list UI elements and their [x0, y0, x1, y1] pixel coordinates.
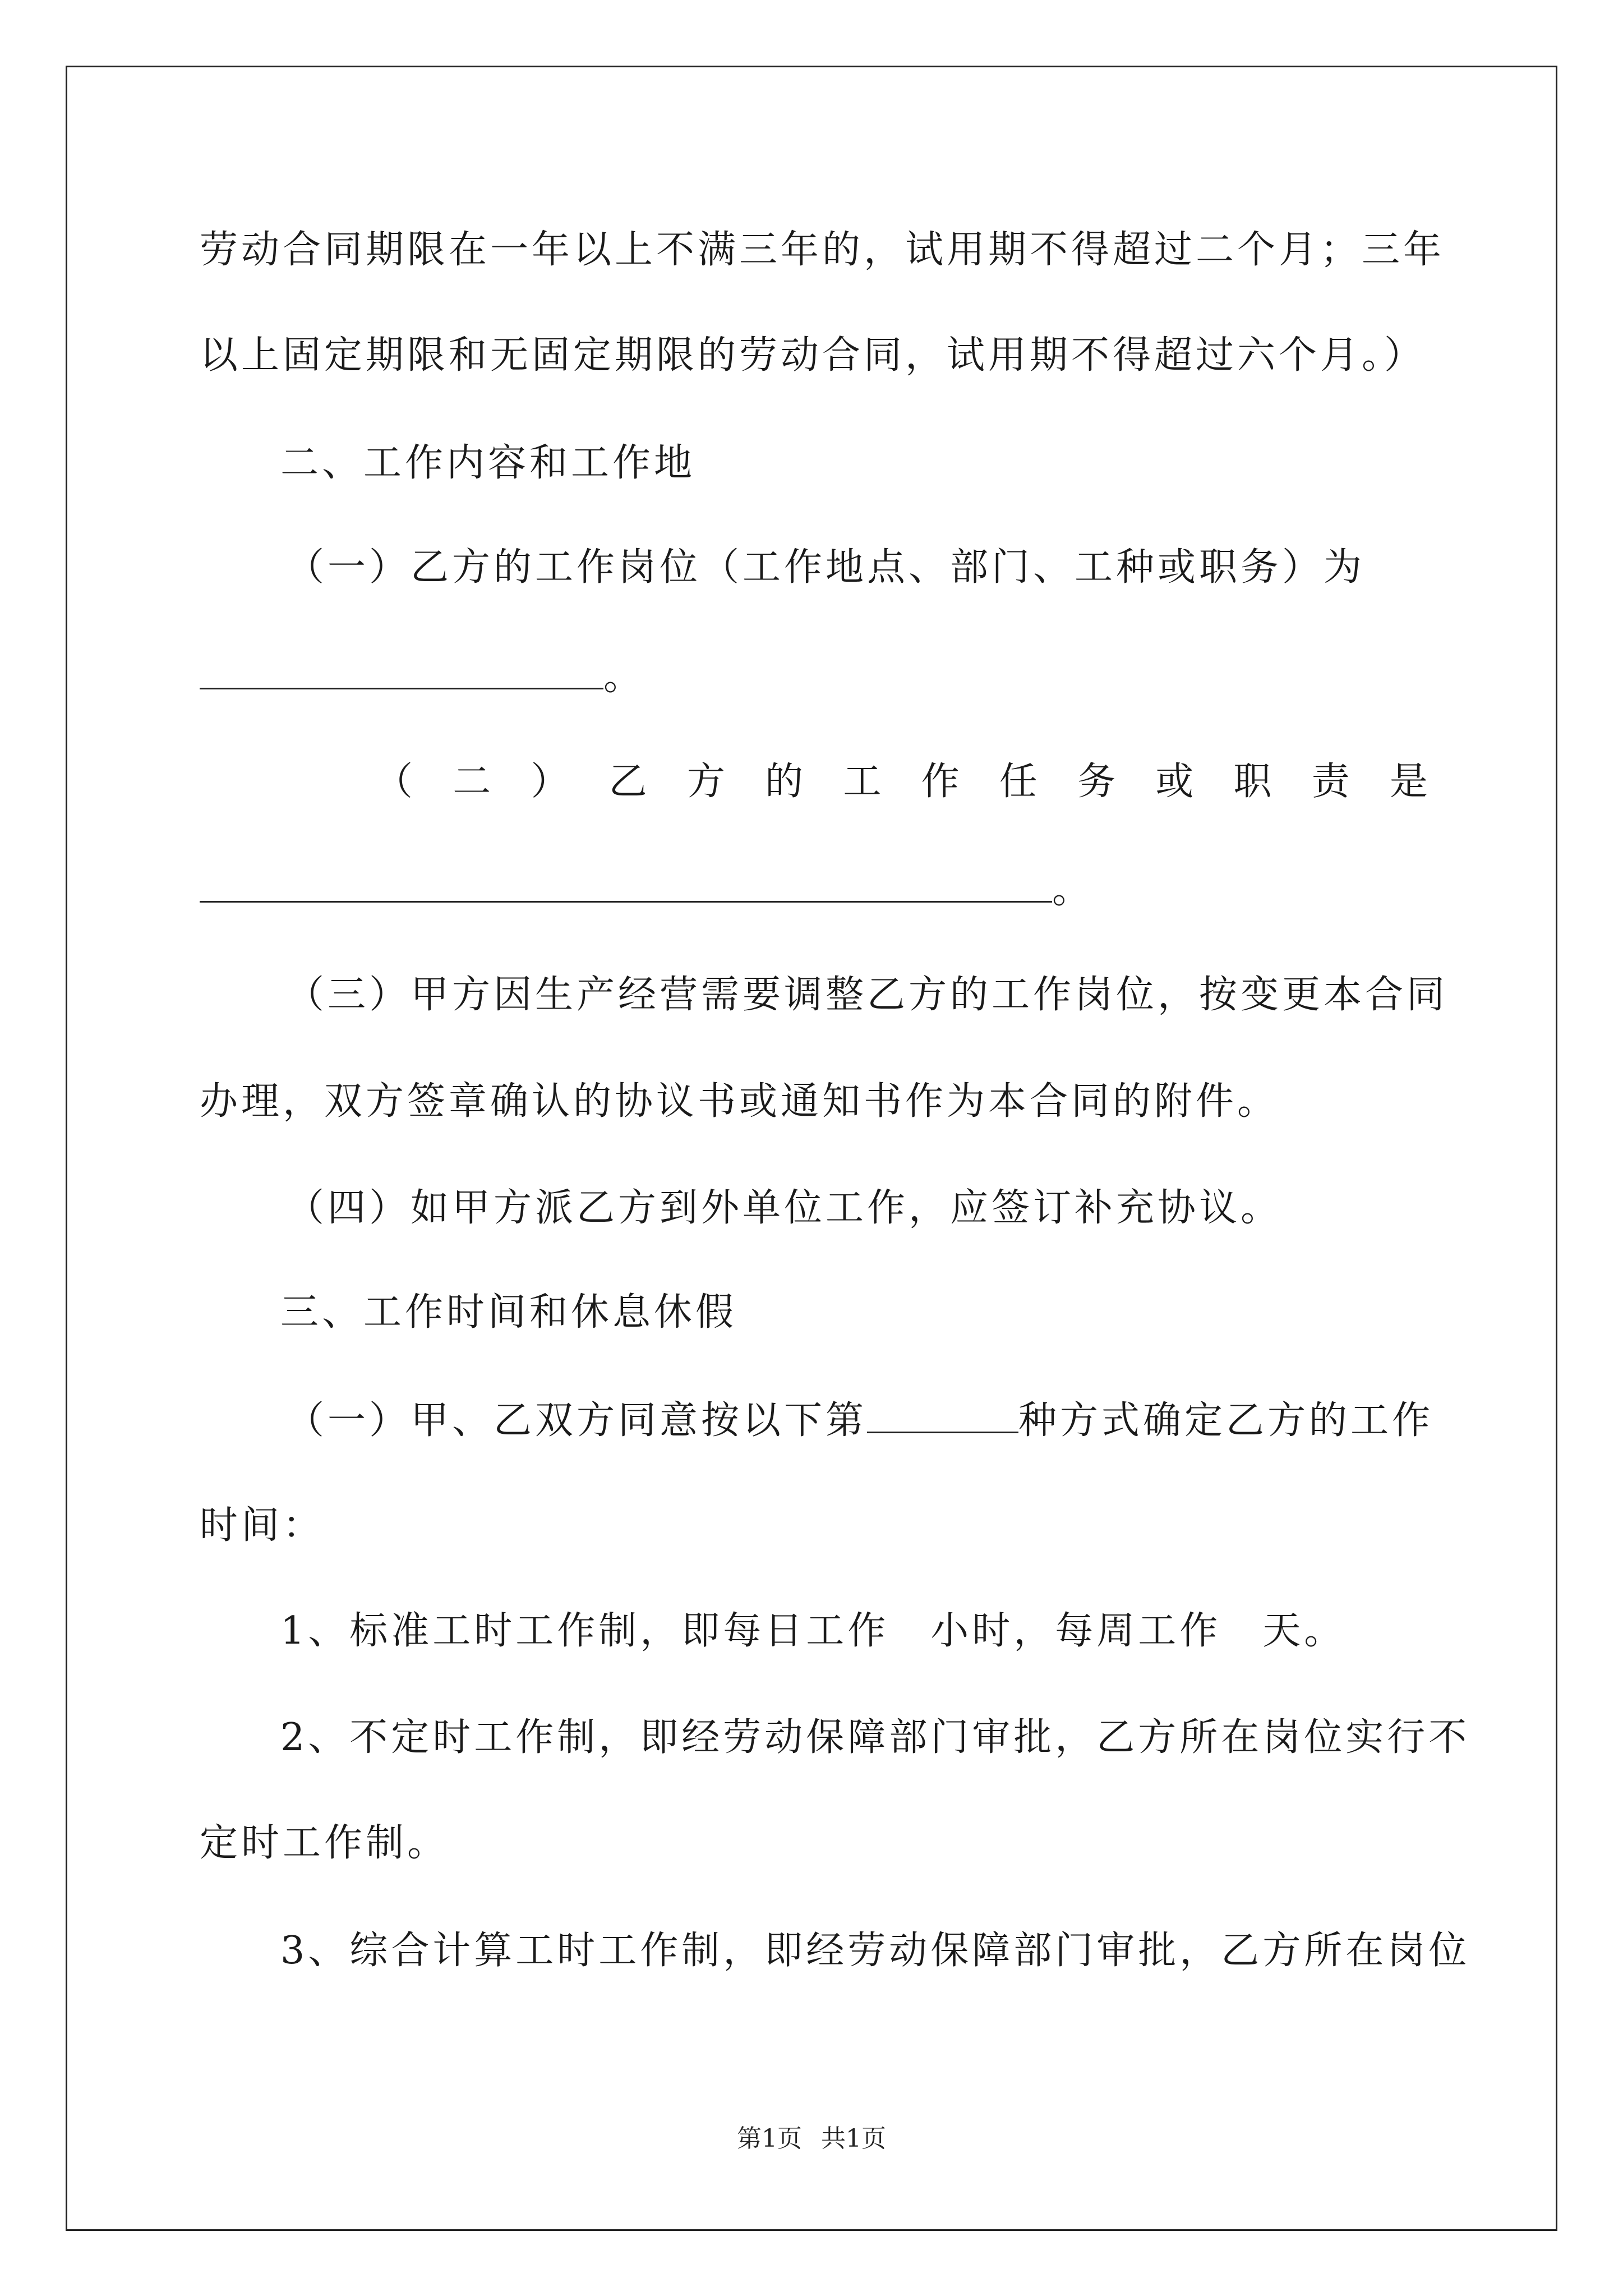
char: 工: [843, 760, 882, 804]
page-number: 第1页: [737, 2124, 802, 2153]
blank-underline: [867, 1400, 1018, 1433]
text-line-17: 3、综合计算工时工作制，即经劳动保障部门审批，乙方所在岗位: [280, 1929, 1470, 1973]
text-line-12: [286, 1398, 1434, 1443]
page-total: 共1页: [821, 2124, 886, 2153]
blank-line-position: [200, 655, 645, 699]
text-line-10: （四）如甲方派乙方到外单位工作，应签订补充协议。: [286, 1186, 1283, 1230]
blank-underline: [200, 656, 603, 689]
text-segment: 种方式确定乙方的工作: [1018, 1398, 1434, 1443]
char: 务: [1077, 760, 1115, 804]
text-line-1: 劳动合同期限在一年以上不满三年的，试用期不得超过二个月；三年: [200, 228, 1445, 272]
period-mark: 。: [603, 655, 645, 699]
char: 乙: [608, 760, 647, 804]
char: 二: [453, 760, 491, 804]
char: 作: [921, 760, 960, 804]
text-line-15: 2、不定时工作制，即经劳动保障部门审批，乙方所在岗位实行不: [280, 1715, 1470, 1760]
char: 方: [686, 760, 725, 804]
text-line-13: 时间：: [200, 1503, 325, 1548]
text-line-2: 以上固定期限和无固定期限的劳动合同，试用期不得超过六个月。）: [200, 333, 1426, 378]
text-line-9: 办理，双方签章确认的协议书或通知书作为本合同的附件。: [200, 1079, 1279, 1124]
blank-line-duties: [200, 868, 1094, 912]
blank-underline: [200, 869, 1052, 903]
char: 责: [1311, 760, 1350, 804]
text-line-8: （三）甲方因生产经营需要调整乙方的工作岗位，按变更本合同: [286, 973, 1449, 1017]
text-segment: （一）甲、乙双方同意按以下第: [286, 1398, 868, 1443]
section-heading-2: 二、工作内容和工作地: [280, 441, 696, 485]
char: 是: [1389, 760, 1428, 804]
period-mark: 。: [1052, 868, 1094, 912]
char: 或: [1155, 760, 1194, 804]
text-line-4: （一）乙方的工作岗位（工作地点、部门、工种或职务）为: [286, 545, 1366, 590]
char: ）: [531, 760, 569, 804]
page-footer: [0, 2118, 1623, 2154]
char: （: [375, 760, 413, 804]
text-line-14: 1、标准工时工作制，即每日工作 小时，每周工作 天。: [280, 1609, 1346, 1653]
text-line-16: 定时工作制。: [200, 1821, 449, 1865]
page-border: [66, 66, 1557, 2231]
char: 职: [1233, 760, 1272, 804]
char: 任: [999, 760, 1038, 804]
char: 的: [765, 760, 804, 804]
section-heading-3: 三、工作时间和休息休假: [280, 1290, 737, 1335]
justified-line-duties: [375, 760, 1428, 804]
